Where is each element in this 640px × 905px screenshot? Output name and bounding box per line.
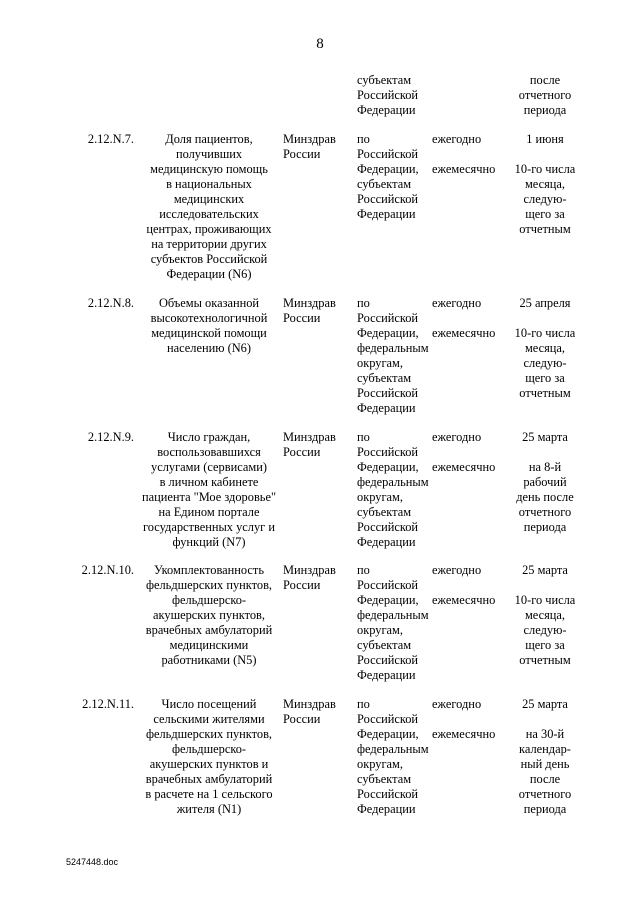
deadline-annual: 25 марта [522,430,568,444]
frequency-annual: ежегодно [432,697,482,711]
row-number: 2.12.N.7. [87,132,134,146]
deadline-annual: 1 июня [526,132,564,146]
frequency-annual: ежегодно [432,296,482,310]
continued-level-cell: субъектам Российской Федерации [357,73,419,117]
indicator-name: Доля пациентов, получивших медицинскую помощь в национальных медицинских исследовательских центрах, проживающих на территории других субъектов Российской Федерации (N6) [146,132,272,281]
level-of-aggregation: по Российской Федерации, федеральным округам, субъектам Российской Федерации [357,430,429,549]
deadline-annual: 25 апреля [519,296,571,310]
level-of-aggregation: по Российской Федерации, субъектам Российской Федерации [357,132,419,221]
authority: Минздрав России [283,132,336,161]
authority: Минздрав России [283,563,336,592]
row-number: 2.12.N.10. [81,563,134,577]
frequency-monthly: ежемесячно [432,326,496,340]
level-of-aggregation: по Российской Федерации, федеральным округам, субъектам Российской Федерации [357,697,429,816]
indicator-name: Число посещений сельскими жителями фельдшерских пунктов, фельдшерско- акушерских пунктов и врачебных амбулаторий в расчете на 1 сельского жителя (N1) [145,697,273,816]
deadline-monthly: 10-го числа месяца, следую- щего за отчетным [514,593,576,667]
authority: Минздрав России [283,296,336,325]
row-number: 2.12.N.11. [82,697,134,711]
authority: Минздрав России [283,430,336,459]
document-filename: 5247448.doc [66,857,119,867]
frequency-annual: ежегодно [432,132,482,146]
level-of-aggregation: по Российской Федерации, федеральным округам, субъектам Российской Федерации [357,296,429,415]
frequency-monthly: ежемесячно [432,162,496,176]
indicator-name: Укомплектованность фельдшерских пунктов, фельдшерско- акушерских пунктов, врачебных амбулаторий медицинскими работниками (N5) [145,563,273,667]
continued-deadline-cell: после отчетного периода [518,73,572,117]
frequency-monthly: ежемесячно [432,460,496,474]
level-of-aggregation: по Российской Федерации, федеральным округам, субъектам Российской Федерации [357,563,429,682]
page-number: 8 [316,36,324,52]
row-number: 2.12.N.8. [87,296,134,310]
deadline-monthly: на 8-й рабочий день после отчетного периода [516,460,574,534]
indicator-name: Объемы оказанной высокотехнологичной медицинской помощи населению (N6) [150,296,268,355]
frequency-monthly: ежемесячно [432,727,496,741]
deadline-monthly: на 30-й календар- ный день после отчетного периода [518,727,572,816]
deadline-monthly: 10-го числа месяца, следую- щего за отчетным [514,326,576,400]
row-number: 2.12.N.9. [87,430,134,444]
authority: Минздрав России [283,697,336,726]
frequency-monthly: ежемесячно [432,593,496,607]
deadline-annual: 25 марта [522,697,568,711]
frequency-annual: ежегодно [432,563,482,577]
deadline-annual: 25 марта [522,563,568,577]
indicator-name: Число граждан, воспользовавшихся услугами (сервисами) в личном кабинете пациента "Мое здоровье" на Едином портале государственных услуг и функций (N7) [141,430,277,549]
frequency-annual: ежегодно [432,430,482,444]
deadline-monthly: 10-го числа месяца, следую- щего за отчетным [514,162,576,236]
